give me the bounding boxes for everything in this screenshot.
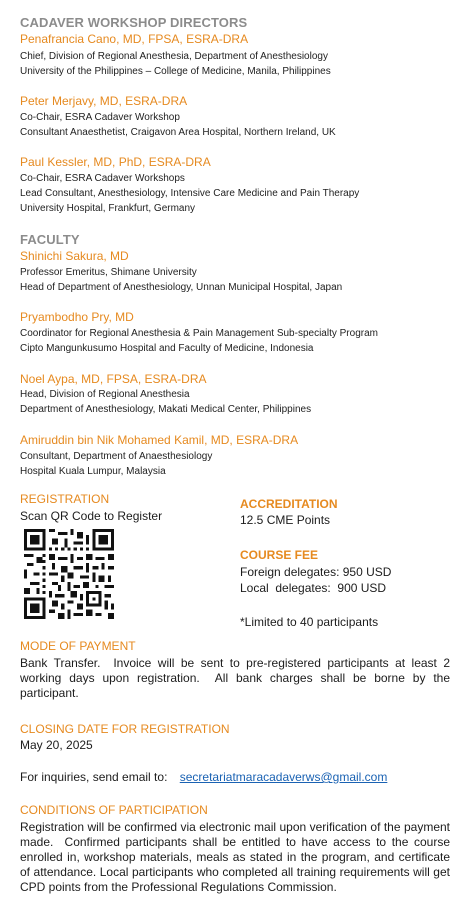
registration-heading: REGISTRATION — [20, 492, 110, 506]
faculty-detail: Cipto Mangunkusumo Hospital and Faculty of Medicine, Indonesia — [20, 343, 314, 354]
conditions-text: Registration will be confirmed via electronic mail upon verification of the payment made. Confirmed participants shall be entitled to have access to the course enrolled in, workshop materials, meals as stated in the program, and certificate of attendance. Local participants who completed all training requirements will get CPD points from the Professional Regulations Commission. — [20, 820, 454, 894]
closing-date: May 20, 2025 — [20, 738, 93, 752]
director-detail: Co-Chair, ESRA Cadaver Workshops — [20, 173, 185, 184]
faculty-detail: Department of Anesthesiology, Makati Medical Center, Philippines — [20, 404, 312, 415]
director-name: Paul Kessler, MD, PhD, ESRA-DRA — [20, 155, 211, 169]
faculty-detail: Head, Division of Regional Anesthesia — [20, 389, 190, 400]
directors-heading: CADAVER WORKSHOP DIRECTORS — [20, 15, 248, 30]
inquiries-label: For inquiries, send email to: — [20, 770, 168, 784]
registration-instruction: Scan QR Code to Register — [20, 509, 163, 523]
accreditation-value: 12.5 CME Points — [240, 513, 331, 527]
director-detail: University Hospital, Frankfurt, Germany — [20, 203, 196, 214]
foreign-fee: Foreign delegates: 950 USD — [240, 565, 392, 579]
registration-qr-code[interactable] — [24, 529, 114, 619]
director-detail: Co-Chair, ESRA Cadaver Workshop — [20, 112, 180, 123]
director-detail: Lead Consultant, Anesthesiology, Intensive Care Medicine and Pain Therapy — [20, 188, 360, 199]
faculty-name: Pryambodho Pry, MD — [20, 310, 134, 324]
faculty-detail: Coordinator for Regional Anesthesia & Pain Management Sub-specialty Program — [20, 328, 378, 339]
inquiries-email-link[interactable]: secretariatmaracadaverws@gmail.com — [179, 770, 388, 784]
payment-heading: MODE OF PAYMENT — [20, 639, 136, 653]
director-name: Peter Merjavy, MD, ESRA-DRA — [20, 94, 188, 108]
director-detail: Consultant Anaesthetist, Craigavon Area Hospital, Northern Ireland, UK — [20, 127, 336, 138]
director-detail: Chief, Division of Regional Anesthesia, Department of Anesthesiology — [20, 51, 328, 62]
participant-limit: *Limited to 40 participants — [240, 615, 379, 629]
accreditation-heading: ACCREDITATION — [240, 497, 338, 511]
conditions-heading: CONDITIONS OF PARTICIPATION — [20, 803, 208, 817]
faculty-detail: Head of Department of Anesthesiology, Unnan Municipal Hospital, Japan — [20, 282, 343, 293]
faculty-name: Noel Aypa, MD, FPSA, ESRA-DRA — [20, 372, 207, 386]
faculty-name: Amiruddin bin Nik Mohamed Kamil, MD, ESRA-DRA — [20, 433, 299, 447]
director-name: Penafrancia Cano, MD, FPSA, ESRA-DRA — [20, 32, 249, 46]
faculty-detail: Hospital Kuala Lumpur, Malaysia — [20, 466, 166, 477]
course-fee-heading: COURSE FEE — [240, 548, 319, 562]
local-fee: Local delegates: 900 USD — [240, 581, 387, 595]
faculty-detail: Professor Emeritus, Shimane University — [20, 267, 197, 278]
faculty-detail: Consultant, Department of Anaesthesiology — [20, 451, 213, 462]
payment-text: Bank Transfer. Invoice will be sent to pre-registered participants at least 2 working days upon registration. All bank charges shall be borne by the participant. — [20, 656, 454, 700]
faculty-heading: FACULTY — [20, 232, 80, 247]
closing-heading: CLOSING DATE FOR REGISTRATION — [20, 722, 230, 736]
inquiries-line — [20, 770, 387, 785]
faculty-name: Shinichi Sakura, MD — [20, 249, 129, 263]
director-detail: University of the Philippines – College of Medicine, Manila, Philippines — [20, 66, 331, 77]
